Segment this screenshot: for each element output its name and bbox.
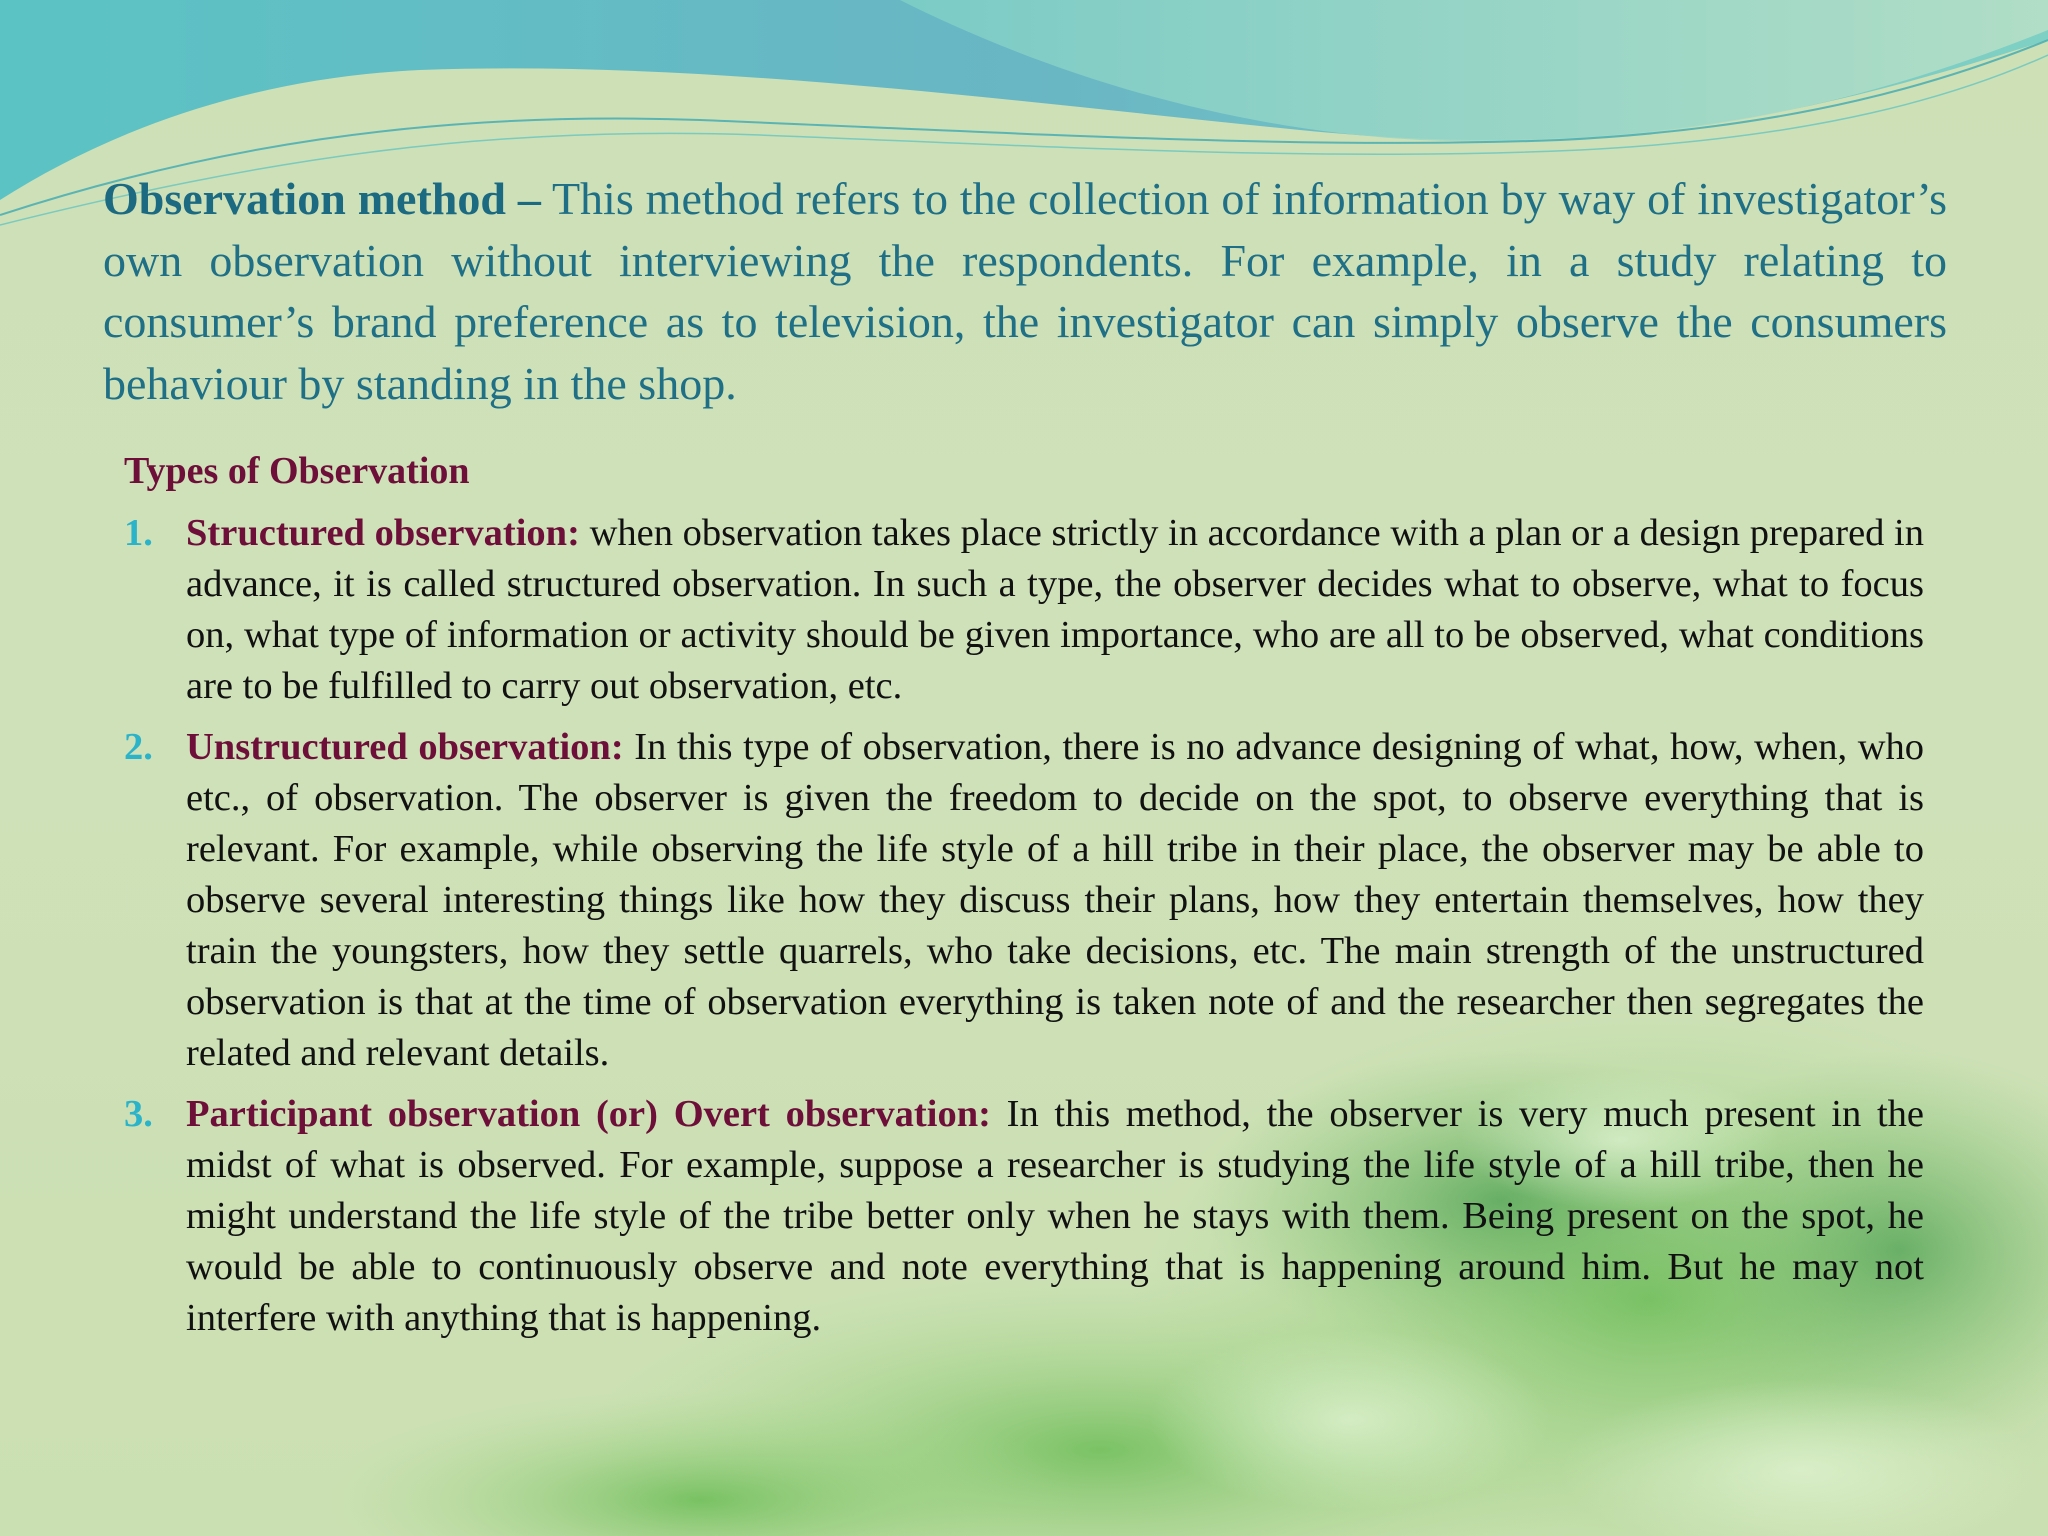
intro-paragraph	[103, 168, 1947, 414]
list-item	[124, 1089, 1924, 1344]
list-text: In this type of observation, there is no advance designing of what, how, when, who etc., of observation. The observer is given the freedom to decide on the spot, to observe everything that is relevant. For example, while observing the life style of a hill tribe in their place, the observer may be able to observe several interesting things like how they discuss their plans, how they entertain themselves, how they train the youngsters, how they settle quarrels, who take decisions, etc. The main strength of the unstructured observation is that at the time of observation everything is taken note of and the researcher then segregates the related and relevant details.	[186, 726, 1924, 1074]
intro-text: This method refers to the collection of information by way of investigator’s own observation without interviewing the respondents. For example, in a study relating to consumer’s brand preference as to television, the investigator can simply observe the consumers behaviour by standing in the shop.	[103, 173, 1947, 409]
list-number: 1.	[124, 512, 153, 554]
list-term: Structured observation:	[186, 512, 580, 554]
list-text: In this method, the observer is very much present in the midst of what is observed. For example, suppose a researcher is studying the life style of a hill tribe, then he might understand the life style of the tribe better only when he stays with them. Being present on the spot, he would be able to continuously observe and note everything that is happening around him. But he may not interfere with anything that is happening.	[186, 1093, 1924, 1339]
list-term: Unstructured observation:	[186, 726, 624, 768]
list-number: 3.	[124, 1093, 153, 1135]
list-number: 2.	[124, 726, 153, 768]
types-heading: Types of Observation	[124, 450, 470, 492]
intro-lead: Observation method –	[103, 173, 541, 224]
list-item	[124, 508, 1924, 712]
list-item	[124, 722, 1924, 1079]
types-list	[124, 508, 1924, 1354]
list-term: Participant observation (or) Overt observation:	[186, 1093, 991, 1135]
list-text: when observation takes place strictly in accordance with a plan or a design prepared in advance, it is called structured observation. In such a type, the observer decides what to observe, what to focus on, what type of information or activity should be given importance, who are all to be observed, what conditions are to be fulfilled to carry out observation, etc.	[186, 512, 1924, 707]
